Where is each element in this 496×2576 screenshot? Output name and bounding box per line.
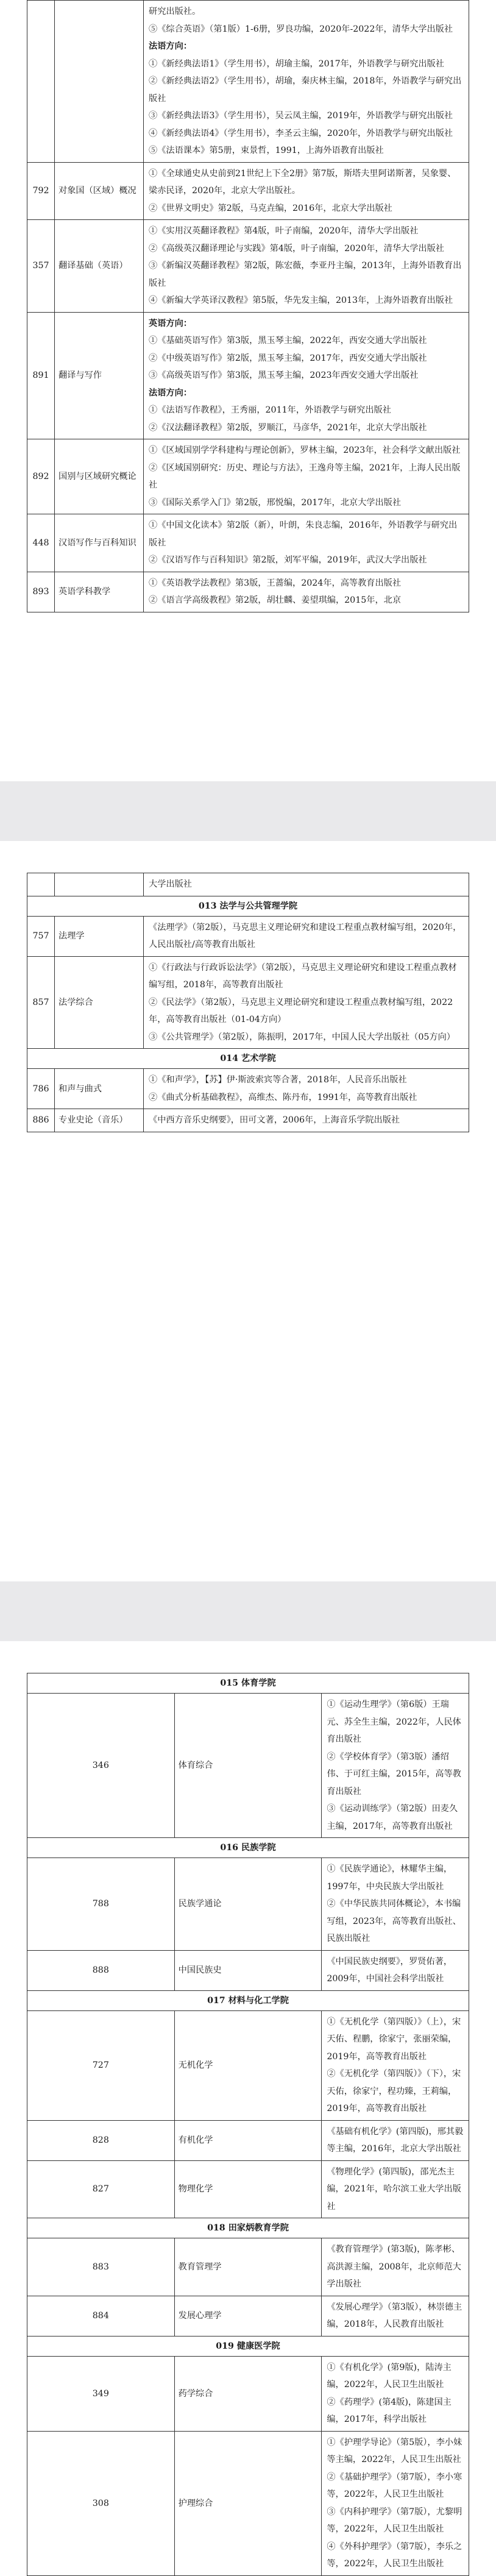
reference-books xyxy=(144,439,469,514)
subject-name: 教育管理学 xyxy=(174,2238,322,2296)
reference-books xyxy=(144,1,469,163)
reference-line: ④《外科护理学》（第7版），李乐之等，2022年，人民卫生出版社 xyxy=(327,2541,462,2569)
reference-books xyxy=(322,2296,469,2336)
subject-row xyxy=(27,2296,469,2336)
reference-line: ②《学校体育学》（第3版）潘绍伟、于可红主编，2015年，高等教育出版社 xyxy=(327,1751,461,1797)
subject-name: 发展心理学 xyxy=(174,2296,322,2336)
subject-name: 护理综合 xyxy=(174,2431,322,2575)
subject-name: 民族学通论 xyxy=(174,1858,322,1951)
reference-line: 《物理化学》(第四版)，邵光杰主编，2021年，哈尔滨工业大学出版社 xyxy=(327,2166,461,2212)
subject-row xyxy=(27,312,469,439)
reference-line: ③《运动训练学》（第2版）田麦久主编，2017年，高等教育出版社 xyxy=(327,1804,458,1831)
reference-line: ②《高级英汉翻译理论与实践》第4版，叶子南编，2020年，清华大学出版社 xyxy=(149,243,444,254)
section-header-row xyxy=(27,1049,469,1069)
subject-name: 物理化学 xyxy=(174,2160,322,2218)
reference-line: ②《药理学》(第4版)，陈建国主编，2017年，科学出版社 xyxy=(327,2397,452,2424)
reference-line: 《发展心理学》（第3版），林崇德主编，2018年，人民教育出版社 xyxy=(327,2302,462,2329)
reference-line: ③《新经典法语3》（学生用书），吴云凤主编，2019年，外语教学与研究出版社 xyxy=(149,111,453,121)
subject-row xyxy=(27,220,469,313)
subject-code: 891 xyxy=(27,312,55,439)
subject-name: 中国民族史 xyxy=(174,1950,322,1990)
reference-books xyxy=(144,1109,469,1132)
section-header-row xyxy=(27,1673,469,1694)
subject-code: 884 xyxy=(27,2296,175,2336)
page-gap xyxy=(0,1581,496,1641)
subject-row xyxy=(27,2160,469,2218)
reference-line: ①《民族学通论》，林耀华主编，1997年，中央民族大学出版社 xyxy=(327,1864,453,1892)
reference-line: ①《行政法与行政诉讼法学》（第2版），马克思主义理论研究和建设工程重点教材编写组，2018年，高等教育出版社 xyxy=(149,962,457,990)
subject-code: 792 xyxy=(27,162,55,220)
subject-name: 对象国（区域）概况 xyxy=(55,162,144,220)
section-title: 015 体育学院 xyxy=(27,1673,469,1694)
reference-books xyxy=(144,916,469,956)
reference-line: ④《新编大学英译汉教程》第5版，华先发主编，2013年，上海外语教育出版社 xyxy=(149,296,453,305)
subject-row xyxy=(27,2010,469,2120)
subject-code: 886 xyxy=(27,1109,55,1132)
section-title: 019 健康医学院 xyxy=(27,2336,469,2356)
section-header-row xyxy=(27,1990,469,2010)
reference-line: ③《高级英语写作》第3版，黑玉琴主编，2023年西安交通大学出版社 xyxy=(149,371,419,380)
reference-line: ①《新经典法语1》（学生用书），胡瑜主编，2017年，外语教学与研究出版社 xyxy=(149,59,444,69)
subject-name: 法理学 xyxy=(55,916,144,956)
subject-name: 有机化学 xyxy=(174,2120,322,2160)
reference-line: ②《中级英语写作》第2版，黑玉琴主编，2017年，西安交通大学出版社 xyxy=(149,353,427,363)
reference-line: 《中西方音乐史纲要》，田可文著，2006年，上海音乐学院出版社 xyxy=(149,1115,400,1125)
reference-line: ③《内科护理学》（第7版），尤黎明等，2022年，人民卫生出版社 xyxy=(327,2507,462,2534)
reference-line: ①《中国文化读本》第2版（新），叶朗，朱良志编，2016年，外语教学与研究出版社 xyxy=(149,520,458,548)
reference-line: ①《区域国别学学科建构与理论创新》，罗林主编，2023年，社会科学文献出版社 xyxy=(149,445,461,455)
section-header-row xyxy=(27,2336,469,2356)
subject-row xyxy=(27,572,469,612)
subject-row xyxy=(27,1109,469,1132)
section-title: 016 民族学院 xyxy=(27,1838,469,1858)
reference-line: ①《无机化学（第四版）》（上），宋天佑、程鹏，徐家宁，张丽荣编，2019年，高等教育出版社 xyxy=(327,2017,461,2062)
reference-line: ②《民法学》（第2版），马克思主义理论研究和建设工程重点教材编写组，2022年，高等教育出版社（01-04方向） xyxy=(149,997,453,1024)
reference-books xyxy=(322,1950,469,1990)
reference-line: ①《基础英语写作》第3版，黑玉琴主编，2022年，西安交通大学出版社 xyxy=(149,336,427,346)
subject-row xyxy=(27,873,469,896)
reference-line: ③《公共管理学》（第2版），陈振明，2017年，中国人民大学出版社（05方向） xyxy=(149,1032,455,1042)
reference-line: ①《全球通史从史前到21世纪上下全2册》第7版，斯塔夫里阿诺斯著，吴象婴、梁赤民译，2020年，北京大学出版社。 xyxy=(149,168,456,196)
subject-row xyxy=(27,916,469,956)
subject-code: 827 xyxy=(27,2160,175,2218)
subject-name: 法学综合 xyxy=(55,956,144,1049)
subject-code: 757 xyxy=(27,916,55,956)
subject-row xyxy=(27,956,469,1049)
reference-line: 《基础有机化学》(第四版)，邢其毅等主编，2016年，北京大学出版社 xyxy=(327,2126,464,2154)
subject-code: 883 xyxy=(27,2238,175,2296)
subject-row xyxy=(27,2238,469,2296)
subject-row xyxy=(27,2120,469,2160)
section-header-row xyxy=(27,896,469,916)
reference-line: 《教育管理学》(第3版)，陈孝彬、高洪源主编，2008年，北京师范大学出版社 xyxy=(327,2244,461,2289)
direction-heading: 法语方向： xyxy=(149,388,192,398)
reference-line: ③《新编汉英翻译教程》第2版，陈宏薇，李亚丹主编，2013年，上海外语教育出版社 xyxy=(149,261,462,288)
subject-code: 893 xyxy=(27,572,55,612)
reference-books xyxy=(144,1069,469,1109)
page-1 xyxy=(27,0,469,612)
reference-line: ②《中华民族共同体概论》，本书编写组，2023年，高等教育出版社、民族出版社 xyxy=(327,1899,461,1943)
reference-line: 研究出版社。 xyxy=(149,7,201,16)
subject-name: 翻译基础（英语） xyxy=(55,220,144,313)
catalog-table-page-2 xyxy=(27,873,469,1132)
reference-books xyxy=(144,572,469,612)
reference-books xyxy=(144,312,469,439)
reference-line: ①《法语写作教程》，王秀丽，2011年，外语教学与研究出版社 xyxy=(149,405,391,415)
section-header-row xyxy=(27,2218,469,2238)
subject-name xyxy=(55,1,144,163)
reference-line: 《法理学》（第2版），马克思主义理论研究和建设工程重点教材编写组，2020年，人民出版社/高等教育出版社 xyxy=(149,922,462,949)
reference-line: ②《基础护理学》（第7版），李小寒等，2022年，人民卫生出版社 xyxy=(327,2472,462,2499)
subject-code: 788 xyxy=(27,1858,175,1951)
reference-line: ②《新经典法语2》（学生用书），胡瑜，秦庆林主编，2018年，外语教学与研究出版社 xyxy=(149,76,462,104)
reference-line: ②《世界文明史》第2版，马克垚编，2016年，北京大学出版社 xyxy=(149,203,392,213)
subject-name: 无机化学 xyxy=(174,2010,322,2120)
subject-code xyxy=(27,873,55,896)
direction-heading: 英语方向： xyxy=(149,318,192,328)
subject-row xyxy=(27,1950,469,1990)
reference-books xyxy=(144,162,469,220)
reference-line: ②《语言学高级教程》第2版，胡壮麟、姜望琪编，2015年，北京 xyxy=(149,595,402,605)
subject-row xyxy=(27,2431,469,2575)
section-title: 013 法学与公共管理学院 xyxy=(27,896,469,916)
reference-books xyxy=(322,2010,469,2120)
reference-line: ①《护理学导论》（第5版），李小妹等主编，2022年，人民卫生出版社 xyxy=(327,2437,462,2464)
reference-line: ①《英语教学法教程》第3版，王蔷编，2024年，高等教育出版社 xyxy=(149,578,402,588)
subject-code: 346 xyxy=(27,1694,175,1838)
subject-row xyxy=(27,514,469,572)
subject-name: 英语学科教学 xyxy=(55,572,144,612)
reference-line: ①《运动生理学》（第6版）王瑞元、苏全生主编，2022年，人民体育出版社 xyxy=(327,1700,461,1744)
page-gap xyxy=(0,781,496,841)
subject-name xyxy=(55,873,144,896)
reference-line: ①《和声学》，【苏】伊·斯波索宾等合著，2018年，人民音乐出版社 xyxy=(149,1075,407,1085)
catalog-table-page-3 xyxy=(27,1673,469,2576)
subject-row xyxy=(27,2356,469,2431)
reference-line: ①《有机化学》(第9版)，陆涛主编，2022年，人民卫生出版社 xyxy=(327,2362,452,2390)
subject-code: 308 xyxy=(27,2431,175,2575)
reference-books xyxy=(322,2431,469,2575)
reference-books xyxy=(144,956,469,1049)
reference-line: ②《汉语写作与百科知识》第2版，刘军平编，2019年，武汉大学出版社 xyxy=(149,555,427,565)
reference-books xyxy=(144,514,469,572)
subject-code: 888 xyxy=(27,1950,175,1990)
reference-line: ④《新经典法语4》（学生用书），李圣云主编，2020年，外语教学与研究出版社 xyxy=(149,128,453,138)
subject-row xyxy=(27,1069,469,1109)
subject-name: 和声与曲式 xyxy=(55,1069,144,1109)
reference-books xyxy=(322,1694,469,1838)
subject-name: 汉语写作与百科知识 xyxy=(55,514,144,572)
section-header-row xyxy=(27,1838,469,1858)
subject-code: 828 xyxy=(27,2120,175,2160)
reference-line: ①《实用汉英翻译教程》第4版，叶子南编，2020年，清华大学出版社 xyxy=(149,226,419,236)
subject-name: 翻译与写作 xyxy=(55,312,144,439)
subject-row xyxy=(27,1,469,163)
subject-name: 体育综合 xyxy=(174,1694,322,1838)
reference-books xyxy=(322,2238,469,2296)
catalog-table-page-1 xyxy=(27,0,469,612)
page-3 xyxy=(27,1673,469,2576)
reference-books xyxy=(322,2356,469,2431)
reference-line: ⑤《综合英语》（第1版）1-6册，罗良功编，2020年-2022年，清华大学出版社 xyxy=(149,24,453,34)
reference-books xyxy=(144,220,469,313)
page-2 xyxy=(27,873,469,1132)
reference-line: ⑤《法语课本》第5册，束景哲，1991，上海外语教育出版社 xyxy=(149,146,384,155)
subject-code: 857 xyxy=(27,956,55,1049)
subject-row xyxy=(27,439,469,514)
reference-books xyxy=(322,2120,469,2160)
reference-line: ②《无机化学（第四版）》（下），宋天佑，徐家宁，程功臻，王莉编，2019年，高等教育出版社 xyxy=(327,2069,461,2113)
direction-heading: 法语方向： xyxy=(149,41,192,51)
subject-row xyxy=(27,1694,469,1838)
reference-books xyxy=(322,2160,469,2218)
reference-books xyxy=(322,1858,469,1951)
reference-line: ②《区域国别研究：历史、理论与方法》，王逸舟等主编，2021年，上海人民出版社 xyxy=(149,463,461,490)
subject-name: 国别与区域研究概论 xyxy=(55,439,144,514)
subject-name: 专业史论（音乐） xyxy=(55,1109,144,1132)
reference-line: 大学出版社 xyxy=(149,879,192,889)
subject-code: 349 xyxy=(27,2356,175,2431)
reference-line: ③《国际关系学入门》第2版，邢悦编，2017年，北京大学出版社 xyxy=(149,497,402,508)
subject-code: 786 xyxy=(27,1069,55,1109)
reference-books xyxy=(144,873,469,896)
reference-line: ②《汉法翻译教程》第2版，罗顺江，马彦华，2021年，北京大学出版社 xyxy=(149,422,427,433)
subject-code: 357 xyxy=(27,220,55,313)
subject-code xyxy=(27,1,55,163)
section-title: 014 艺术学院 xyxy=(27,1049,469,1069)
reference-line: ②《曲式分析基础教程》，高维杰、陈丹布，1991年，高等教育出版社 xyxy=(149,1092,417,1102)
subject-name: 药学综合 xyxy=(174,2356,322,2431)
section-title: 017 材料与化工学院 xyxy=(27,1990,469,2010)
subject-row xyxy=(27,162,469,220)
subject-code: 892 xyxy=(27,439,55,514)
section-title: 018 田家炳教育学院 xyxy=(27,2218,469,2238)
reference-line: 《中国民族史纲要》，罗贤佑著，2009年，中国社会科学出版社 xyxy=(327,1956,453,1984)
subject-code: 448 xyxy=(27,514,55,572)
subject-code: 727 xyxy=(27,2010,175,2120)
subject-row xyxy=(27,1858,469,1951)
